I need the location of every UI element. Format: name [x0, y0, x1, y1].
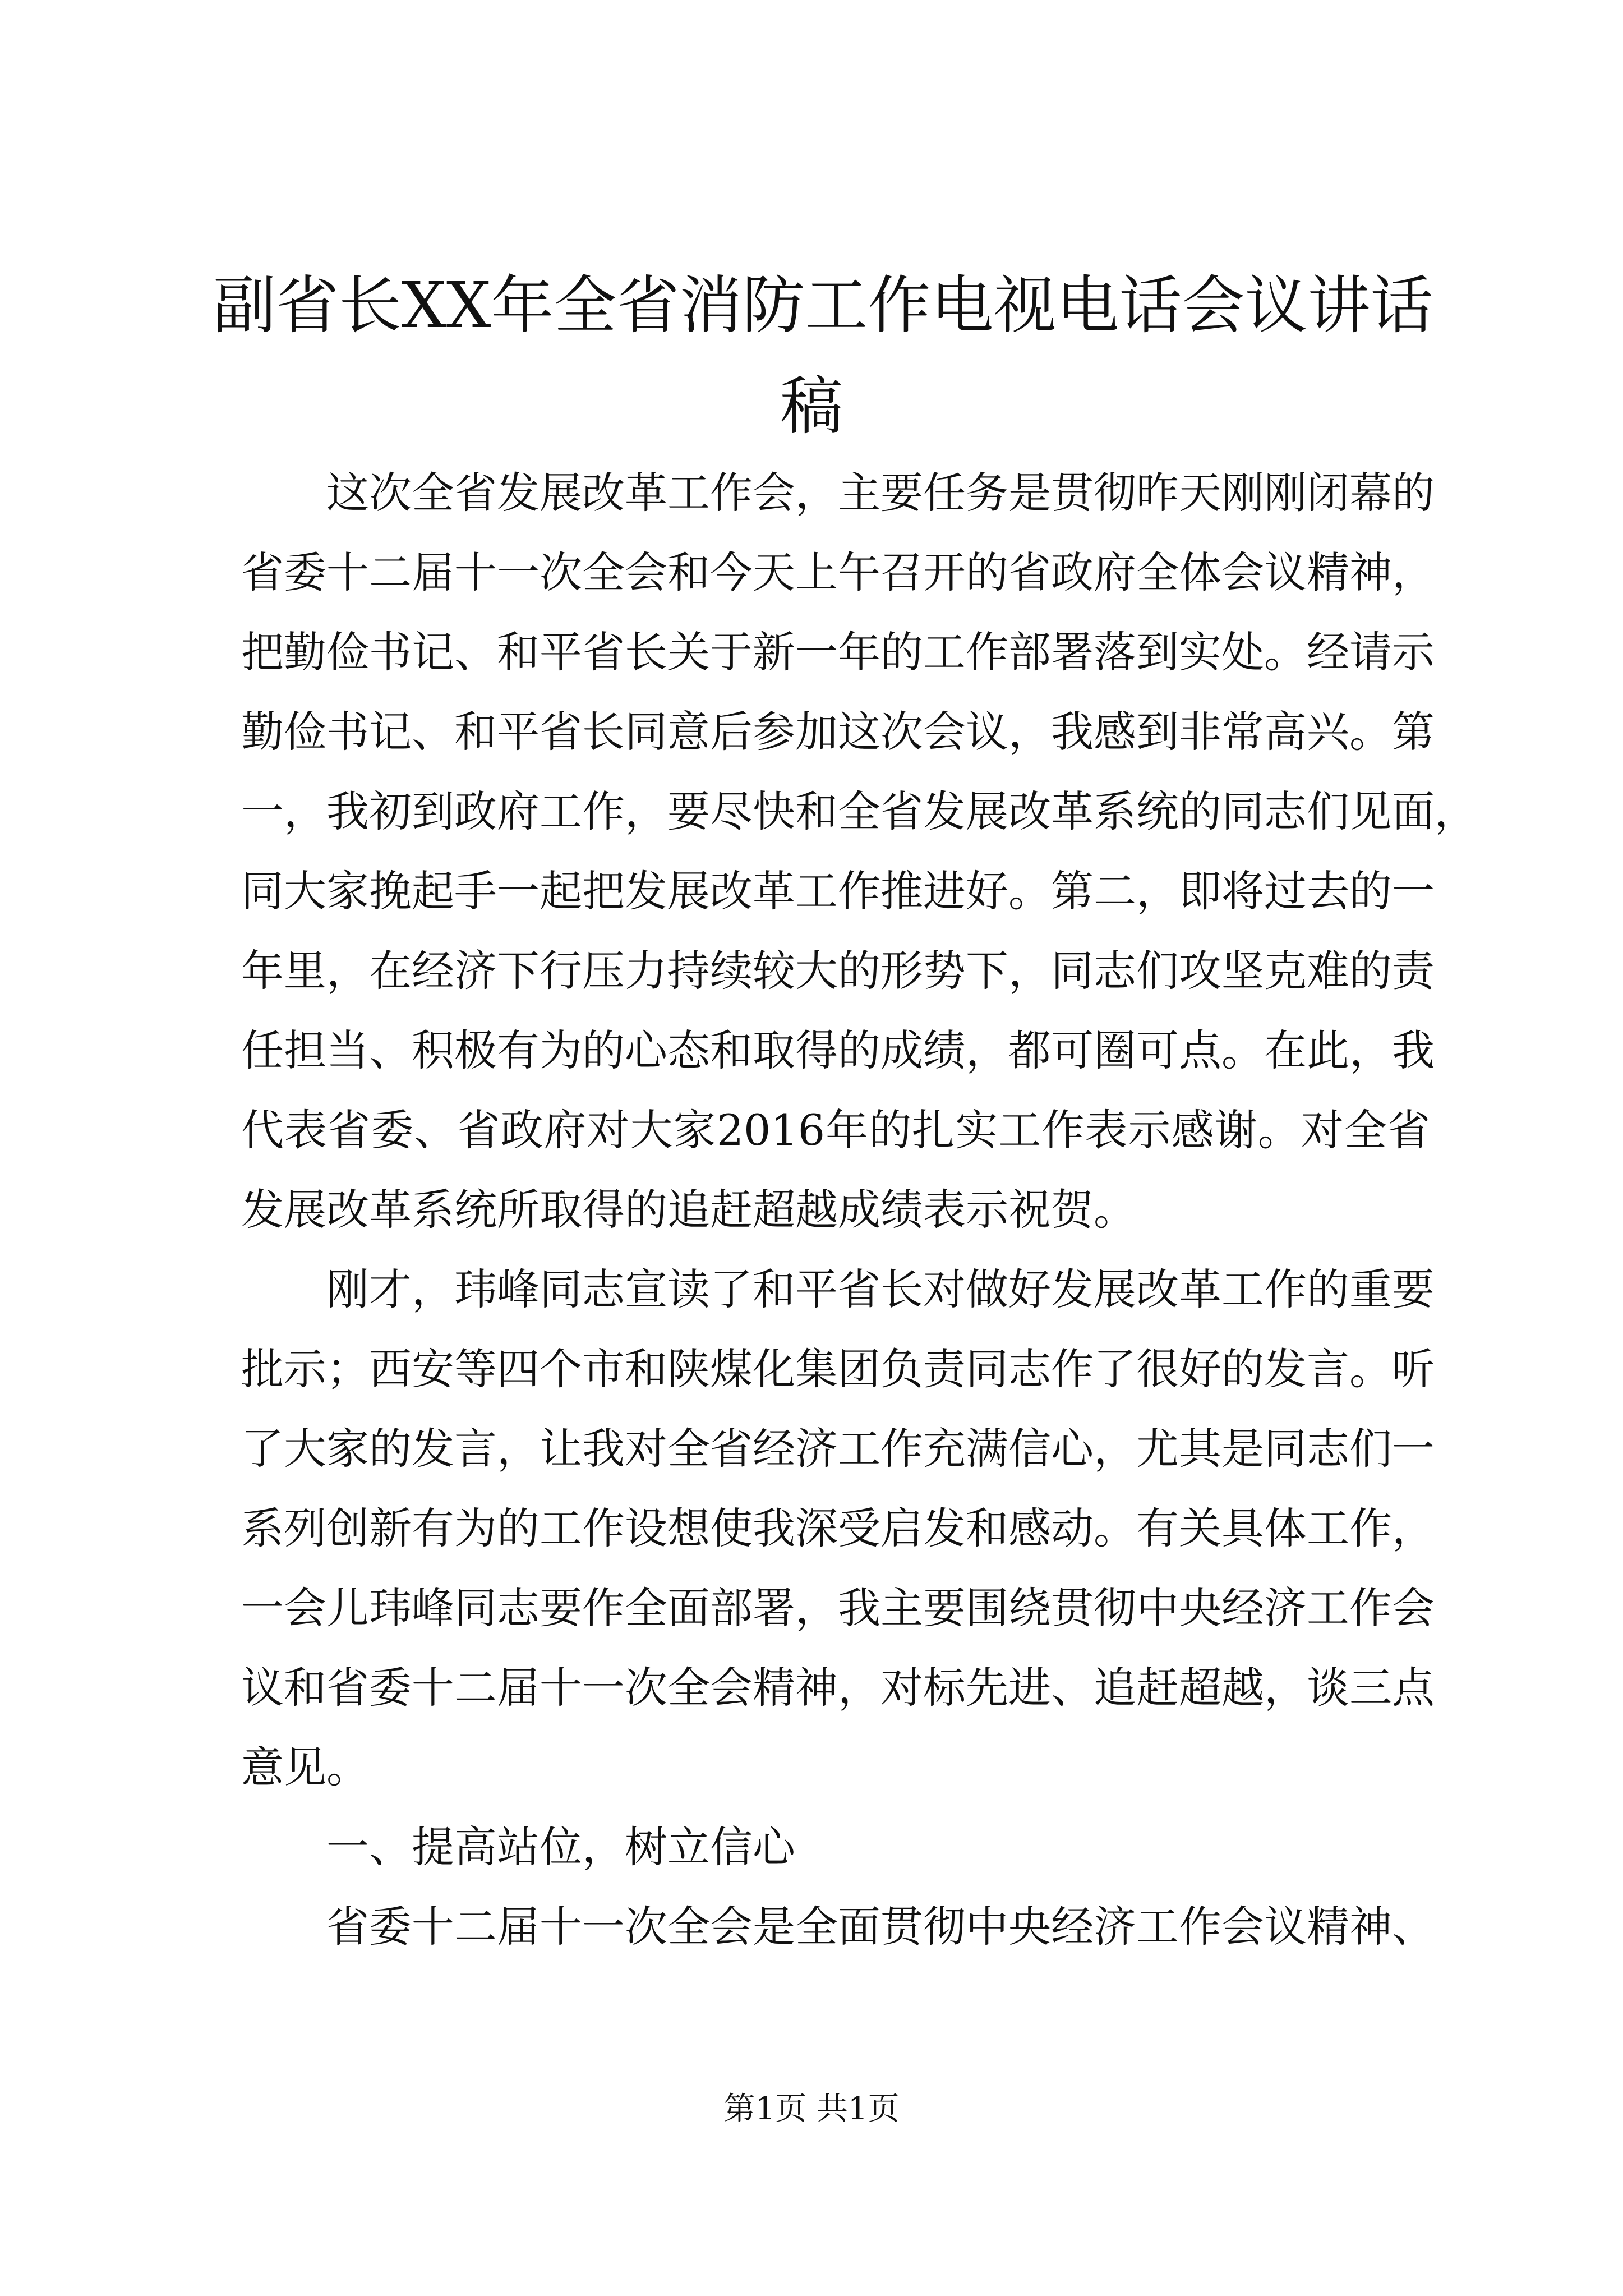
- body-line: 同大家挽起手一起把发展改革工作推进好。第二，即将过去的一: [241, 866, 1435, 916]
- body-line: 年里，在经济下行压力持续较大的形势下，同志们攻坚克难的责: [241, 946, 1435, 996]
- body-line: 任担当、积极有为的心态和取得的成绩，都可圈可点。在此，我: [241, 1025, 1435, 1075]
- body-line: 勤俭书记、和平省长同意后参加这次会议，我感到非常高兴。第: [241, 707, 1435, 757]
- body-line: 把勤俭书记、和平省长关于新一年的工作部署落到实处。经请示: [241, 627, 1435, 677]
- body-line: 代表省委、省政府对大家2016年的扎实工作表示感谢。对全省: [241, 1105, 1430, 1155]
- title-line-1: 副省长XX年全省消防工作电视电话会议讲话: [213, 269, 1433, 342]
- paragraph-section-1: [241, 1887, 1435, 1967]
- document-body: [241, 453, 1477, 1967]
- body-line: 意见。: [241, 1742, 369, 1792]
- document-title: [213, 255, 1433, 457]
- body-line: 发展改革系统所取得的追赶超越成绩表示祝贺。: [241, 1185, 1136, 1235]
- paragraph-opening: [241, 453, 1477, 1250]
- section-heading-text: 一、提高站位，树立信心: [326, 1822, 795, 1872]
- body-line: 省委十二届十一次全会和今天上午召开的省政府全体会议精神，: [241, 547, 1435, 597]
- body-line: 省委十二届十一次全会是全面贯彻中央经济工作会议精神、: [326, 1902, 1435, 1952]
- paragraph-response: [241, 1250, 1435, 1807]
- page-footer: 第1页 共1页: [723, 2091, 900, 2127]
- body-line: 批示；西安等四个市和陕煤化集团负责同志作了很好的发言。听: [241, 1344, 1435, 1394]
- body-line: 了大家的发言，让我对全省经济工作充满信心，尤其是同志们一: [241, 1424, 1435, 1474]
- title-line-2: 稿: [780, 370, 843, 443]
- body-line: 议和省委十二届十一次全会精神，对标先进、追赶超越，谈三点: [241, 1663, 1435, 1713]
- body-line: 刚才，玮峰同志宣读了和平省长对做好发展改革工作的重要: [326, 1264, 1435, 1314]
- body-line: 这次全省发展改革工作会，主要任务是贯彻昨天刚刚闭幕的: [326, 468, 1435, 518]
- body-line: 一会儿玮峰同志要作全面部署，我主要围绕贯彻中央经济工作会: [241, 1583, 1435, 1633]
- section-heading: [241, 1807, 1430, 1887]
- body-line: 一，我初到政府工作，要尽快和全省发展改革系统的同志们见面，: [241, 786, 1477, 836]
- body-line: 系列创新有为的工作设想使我深受启发和感动。有关具体工作，: [241, 1503, 1435, 1553]
